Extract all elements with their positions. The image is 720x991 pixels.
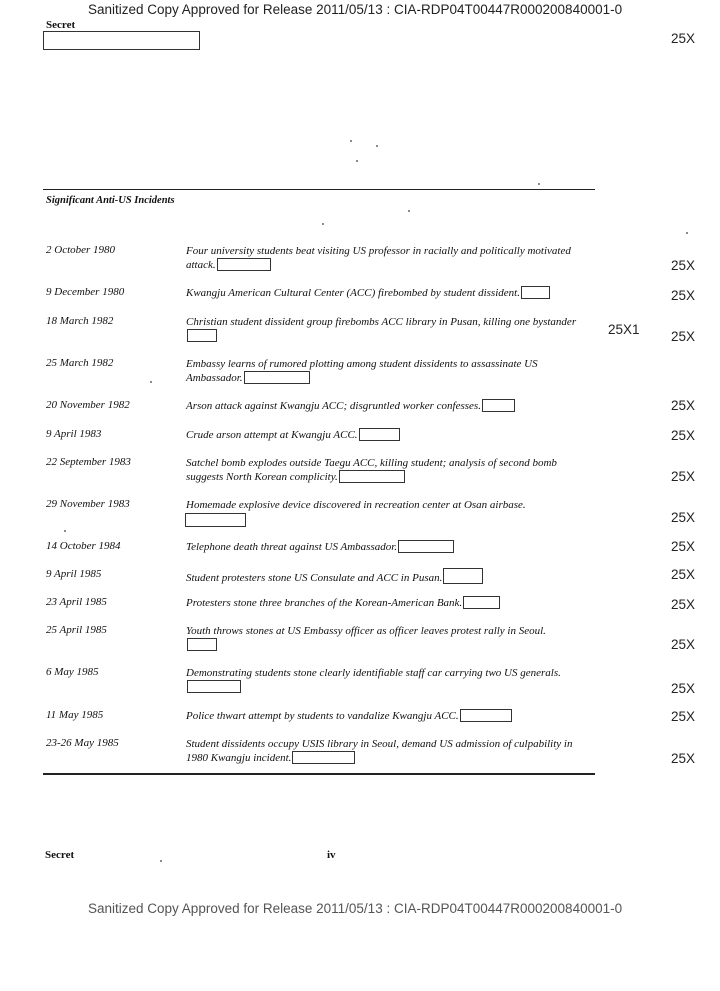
redaction-box (443, 568, 483, 584)
excision-mark: 25X (671, 681, 696, 696)
scan-speck (160, 860, 162, 862)
incident-date: 9 April 1985 (46, 568, 102, 580)
release-footer: Sanitized Copy Approved for Release 2011/05/13 : CIA-RDP04T00447R000200840001-0 (88, 901, 623, 916)
section-title: Significant Anti-US Incidents (46, 195, 175, 206)
incident-date: 9 December 1980 (46, 286, 125, 298)
redaction-box (482, 399, 515, 412)
incident-date: 11 May 1985 (46, 709, 104, 721)
excision-mark: 25X (671, 329, 696, 344)
bottom-rule (43, 773, 595, 775)
scan-speck (356, 160, 358, 162)
redaction-box (460, 709, 512, 722)
redaction-box (244, 371, 310, 384)
scan-speck (538, 183, 540, 185)
incident-text: Police thwart attempt by students to vandalize Kwangju ACC. (186, 709, 596, 723)
excision-mark: 25X (671, 288, 696, 303)
incident-text: Homemade explosive device discovered in recreation center at Osan airbase. (186, 498, 596, 527)
incident-text: Protesters stone three branches of the Korean-American Bank. (186, 596, 596, 610)
incident-date: 23 April 1985 (46, 596, 107, 608)
excision-mark-top: 25X (671, 31, 696, 46)
redaction-box (359, 428, 400, 441)
incident-text: Kwangju American Cultural Center (ACC) firebombed by student dissident. (186, 286, 596, 300)
redaction-box (187, 329, 217, 342)
excision-mark: 25X (671, 751, 696, 766)
redaction-box (463, 596, 500, 609)
incident-text: Christian student dissident group firebombs ACC library in Pusan, killing one bystander (186, 315, 586, 343)
incident-date: 14 October 1984 (46, 540, 121, 552)
incident-text: Embassy learns of rumored plotting among student dissidents to assassinate US Ambassador. (186, 358, 538, 384)
excision-mark: 25X (671, 567, 696, 582)
excision-mark-25x1: 25X1 (608, 322, 640, 337)
redaction-box (187, 638, 217, 651)
excision-mark: 25X (671, 597, 696, 612)
excision-mark: 25X (671, 709, 696, 724)
incident-date: 23-26 May 1985 (46, 737, 119, 749)
incident-text: Crude arson attempt at Kwangju ACC. (186, 428, 596, 442)
redaction-box (187, 680, 241, 693)
incident-date: 6 May 1985 (46, 666, 99, 678)
excision-mark: 25X (671, 637, 696, 652)
classification-bottom: Secret (45, 849, 75, 861)
redaction-box (398, 540, 454, 553)
top-rule (43, 189, 595, 190)
excision-mark: 25X (671, 258, 696, 273)
incident-text: Youth throws stones at US Embassy officer as officer leaves protest rally in Seoul. (186, 624, 576, 652)
incident-date: 20 November 1982 (46, 399, 130, 411)
incident-text: Arson attack against Kwangju ACC; disgruntled worker confesses. (186, 399, 596, 413)
incident-date: 29 November 1983 (46, 498, 130, 510)
excision-mark: 25X (671, 428, 696, 443)
incident-text: Four university students beat visiting US professor in racially and politically motivated attack. (186, 245, 571, 271)
scan-speck (408, 210, 410, 212)
incident-date: 25 March 1982 (46, 357, 114, 369)
incident-date: 22 September 1983 (46, 456, 131, 468)
incident-date: 18 March 1982 (46, 315, 114, 327)
scan-speck (350, 140, 352, 142)
page-number: iv (327, 849, 336, 861)
redaction-box (339, 470, 405, 483)
incident-text: Satchel bomb explodes outside Taegu ACC, killing student; analysis of second bomb suggests North Korean complicity. (186, 457, 557, 483)
excision-mark: 25X (671, 539, 696, 554)
incident-text: Demonstrating students stone clearly identifiable staff car carrying two US generals. (186, 666, 586, 694)
scan-speck (376, 145, 378, 147)
redaction-box (217, 258, 271, 271)
excision-mark: 25X (671, 398, 696, 413)
incident-date: 2 October 1980 (46, 244, 116, 256)
redaction-box (521, 286, 550, 299)
incident-date: 9 April 1983 (46, 428, 102, 440)
release-header: Sanitized Copy Approved for Release 2011/05/13 : CIA-RDP04T00447R000200840001-0 (88, 2, 623, 17)
incident-text: Telephone death threat against US Ambassador. (186, 540, 596, 554)
incident-date: 25 April 1985 (46, 624, 107, 636)
incident-text: Student dissidents occupy USIS library in Seoul, demand US admission of culpability in 1980 Kwangju incident. (186, 738, 573, 764)
excision-mark: 25X (671, 469, 696, 484)
classification-top: Secret (46, 19, 76, 31)
scan-speck (686, 232, 688, 234)
scan-speck (150, 381, 152, 383)
scan-speck (322, 223, 324, 225)
scan-speck (64, 530, 66, 532)
excision-mark: 25X (671, 510, 696, 525)
incident-text: Student protesters stone US Consulate and ACC in Pusan. (186, 568, 596, 585)
redaction-box (185, 513, 246, 527)
redaction-box-top (43, 31, 200, 50)
redaction-box (292, 751, 355, 764)
